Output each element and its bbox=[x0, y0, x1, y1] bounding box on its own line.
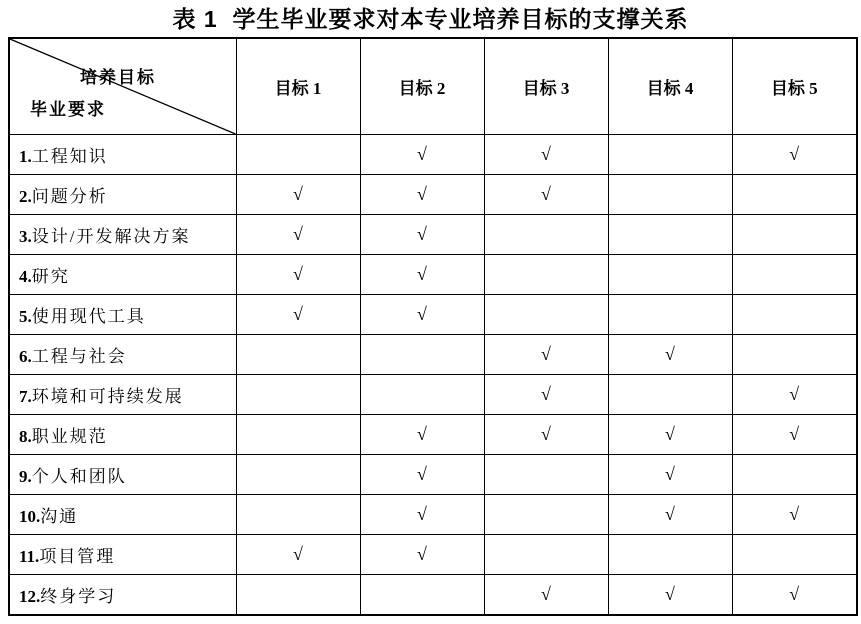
row-label: 2.问题分析 bbox=[9, 175, 236, 215]
check-mark-cell: √ bbox=[236, 295, 360, 335]
row-label: 4.研究 bbox=[9, 255, 236, 295]
empty-cell bbox=[484, 455, 608, 495]
check-mark-cell: √ bbox=[732, 375, 857, 415]
corner-header-cell bbox=[9, 38, 236, 135]
table-row-2 bbox=[9, 175, 857, 215]
empty-cell bbox=[608, 255, 732, 295]
empty-cell bbox=[236, 455, 360, 495]
check-mark-cell: √ bbox=[360, 295, 484, 335]
empty-cell bbox=[608, 295, 732, 335]
empty-cell bbox=[608, 375, 732, 415]
check-mark-cell: √ bbox=[236, 535, 360, 575]
empty-cell bbox=[236, 415, 360, 455]
check-mark-cell: √ bbox=[484, 415, 608, 455]
header-row bbox=[9, 38, 857, 135]
column-header-goal-4: 目标 4 bbox=[608, 38, 732, 135]
empty-cell bbox=[608, 135, 732, 175]
check-mark-cell: √ bbox=[236, 175, 360, 215]
corner-label-graduation-requirements: 毕业要求 bbox=[30, 100, 106, 119]
empty-cell bbox=[360, 335, 484, 375]
table-row-7 bbox=[9, 375, 857, 415]
row-label: 8.职业规范 bbox=[9, 415, 236, 455]
check-mark-cell: √ bbox=[608, 575, 732, 615]
table-row-12 bbox=[9, 575, 857, 615]
check-mark-cell: √ bbox=[484, 175, 608, 215]
check-mark-cell: √ bbox=[360, 535, 484, 575]
row-label: 11.项目管理 bbox=[9, 535, 236, 575]
check-mark-cell: √ bbox=[608, 495, 732, 535]
empty-cell bbox=[732, 335, 857, 375]
empty-cell bbox=[484, 255, 608, 295]
row-label: 12.终身学习 bbox=[9, 575, 236, 615]
table-title: 表 1 学生毕业要求对本专业培养目标的支撑关系 bbox=[172, 6, 689, 32]
check-mark-cell: √ bbox=[360, 135, 484, 175]
empty-cell bbox=[732, 255, 857, 295]
empty-cell bbox=[236, 495, 360, 535]
check-mark-cell: √ bbox=[360, 215, 484, 255]
row-label: 7.环境和可持续发展 bbox=[9, 375, 236, 415]
table-row-4 bbox=[9, 255, 857, 295]
check-mark-cell: √ bbox=[484, 375, 608, 415]
empty-cell bbox=[484, 535, 608, 575]
empty-cell bbox=[236, 135, 360, 175]
table-row-1 bbox=[9, 135, 857, 175]
support-matrix-table bbox=[8, 37, 858, 616]
table-row-9 bbox=[9, 455, 857, 495]
check-mark-cell: √ bbox=[608, 455, 732, 495]
check-mark-cell: √ bbox=[484, 335, 608, 375]
column-header-goal-2: 目标 2 bbox=[360, 38, 484, 135]
table-row-10 bbox=[9, 495, 857, 535]
table-body bbox=[9, 135, 857, 615]
column-header-goal-3: 目标 3 bbox=[484, 38, 608, 135]
row-label: 1.工程知识 bbox=[9, 135, 236, 175]
empty-cell bbox=[484, 215, 608, 255]
check-mark-cell: √ bbox=[236, 215, 360, 255]
empty-cell bbox=[732, 535, 857, 575]
empty-cell bbox=[732, 295, 857, 335]
row-label: 3.设计/开发解决方案 bbox=[9, 215, 236, 255]
table-row-6 bbox=[9, 335, 857, 375]
empty-cell bbox=[236, 375, 360, 415]
column-header-goal-5: 目标 5 bbox=[732, 38, 857, 135]
empty-cell bbox=[484, 495, 608, 535]
table-row-11 bbox=[9, 535, 857, 575]
check-mark-cell: √ bbox=[732, 415, 857, 455]
empty-cell bbox=[732, 215, 857, 255]
empty-cell bbox=[360, 375, 484, 415]
row-label: 9.个人和团队 bbox=[9, 455, 236, 495]
check-mark-cell: √ bbox=[236, 255, 360, 295]
check-mark-cell: √ bbox=[360, 255, 484, 295]
check-mark-cell: √ bbox=[608, 335, 732, 375]
corner-label-training-objectives: 培养目标 bbox=[80, 68, 156, 87]
empty-cell bbox=[360, 575, 484, 615]
empty-cell bbox=[732, 175, 857, 215]
empty-cell bbox=[236, 335, 360, 375]
empty-cell bbox=[484, 295, 608, 335]
empty-cell bbox=[608, 215, 732, 255]
check-mark-cell: √ bbox=[608, 415, 732, 455]
table-row-8 bbox=[9, 415, 857, 455]
check-mark-cell: √ bbox=[732, 135, 857, 175]
check-mark-cell: √ bbox=[360, 495, 484, 535]
check-mark-cell: √ bbox=[484, 575, 608, 615]
empty-cell bbox=[608, 175, 732, 215]
empty-cell bbox=[236, 575, 360, 615]
empty-cell bbox=[732, 455, 857, 495]
empty-cell bbox=[608, 535, 732, 575]
table-row-5 bbox=[9, 295, 857, 335]
check-mark-cell: √ bbox=[360, 415, 484, 455]
check-mark-cell: √ bbox=[360, 455, 484, 495]
check-mark-cell: √ bbox=[360, 175, 484, 215]
check-mark-cell: √ bbox=[484, 135, 608, 175]
check-mark-cell: √ bbox=[732, 495, 857, 535]
table-row-3 bbox=[9, 215, 857, 255]
row-label: 10.沟通 bbox=[9, 495, 236, 535]
row-label: 5.使用现代工具 bbox=[9, 295, 236, 335]
check-mark-cell: √ bbox=[732, 575, 857, 615]
column-header-goal-1: 目标 1 bbox=[236, 38, 360, 135]
row-label: 6.工程与社会 bbox=[9, 335, 236, 375]
